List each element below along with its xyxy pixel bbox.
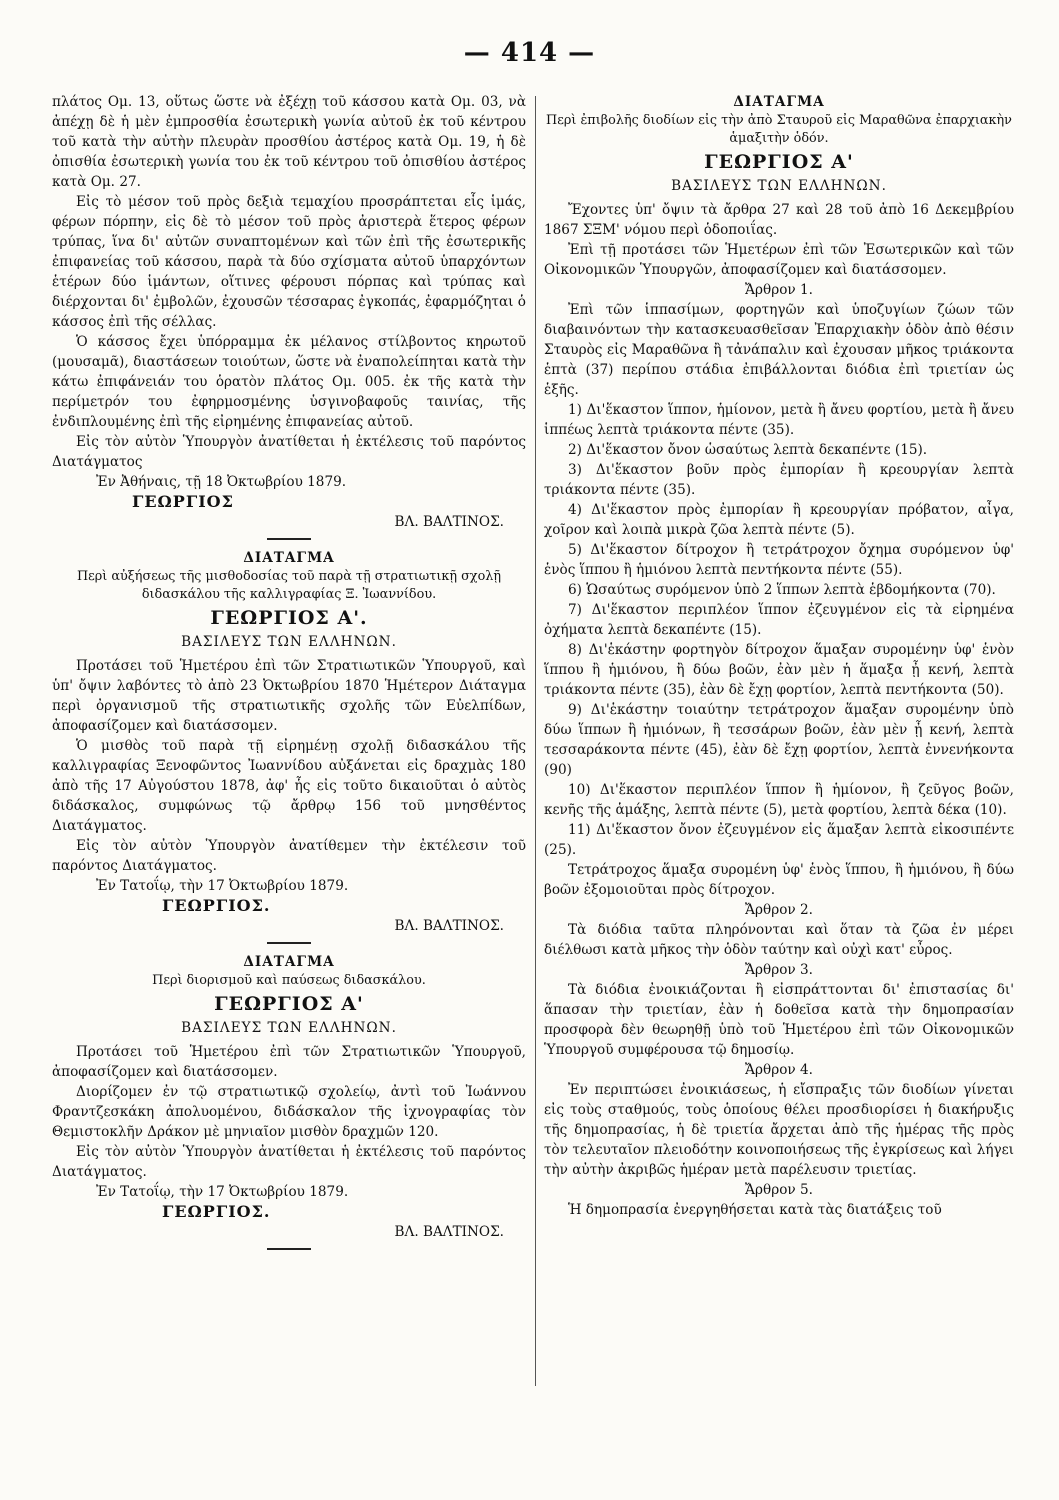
paragraph: Ἐν περιπτώσει ἐνοικιάσεως, ἡ εἴσπραξις τῶν διοδίων γίνεται εἰς τοὺς σταθμούς, τοὺς ὁποίους θέλει προσδιορίσει ἡ διακήρυξις τῆς δημοπρασίας, ἡ δὲ τριετία ἄρχεται ἀπὸ τῆς ἡμέρας τῆς πρὸς τὸν τελευταῖον πλειοδότην κοινοποιήσεως τῆς ἐγκρίσεως καὶ λήγει τὴν αὐτὴν ἀκριβῶς ἡμέραν μετὰ παρέλευσιν τριετίας.: [544, 1082, 1014, 1178]
paragraph: Ὁ κάσσος ἔχει ὑπόρραμμα ἐκ μέλανος στίλβοντος κηρωτοῦ (μουσαμᾶ), διαστάσεων τοιούτων, ὥστε νὰ ἐναπολείπηται κατὰ τὴν κάτω ἐπιφάνειάν του ὁρατὸν πλάτος Ομ. 005. ἐκ τῆς κατὰ τὴν περίμετρόν του ἐφηρμοσμένης ὑσγινοβαφοῦς ταινίας, τῆς ἐνδιπλουμένης ἐπὶ τῆς εἰρημένης ἐπιφανείας αὐτοῦ.: [52, 334, 526, 430]
king-heading: ΓΕΩΡΓΙΟΣ Α'.: [210, 607, 368, 629]
king-heading: ΓΕΩΡΓΙΟΣ Α': [214, 993, 364, 1015]
paragraph: Ἡ δημοπρασία ἐνεργηθήσεται κατὰ τὰς διατάξεις τοῦ: [568, 1202, 942, 1218]
decree-date: Ἐν Ἀθήναις, τῇ 18 Ὀκτωβρίου 1879.: [96, 474, 347, 490]
list-item: 4) Δι'ἕκαστον πρὸς ἐμπορίαν ἢ κρεουργίαν πρόβατον, αἶγα, χοῖρον καὶ λοιπὰ μικρὰ ζῶα λεπτὰ πέντε (5).: [544, 502, 1014, 538]
minister-signature: ΒΛ. ΒΑΛΤΙΝΟΣ.: [394, 514, 504, 530]
list-item: 3) Δι'ἕκαστον βοῦν πρὸς ἐμπορίαν ἢ κρεουργίαν λεπτὰ τριάκοντα πέντε (35).: [544, 462, 1014, 498]
list-item: 6) Ὡσαύτως συρόμενον ὑπὸ 2 ἵππων λεπτὰ ἑβδομήκοντα (70).: [568, 582, 996, 598]
decree-subject: Περὶ διορισμοῦ καὶ παύσεως διδασκάλου.: [152, 973, 426, 988]
minister-signature: ΒΛ. ΒΑΛΤΙΝΟΣ.: [394, 918, 504, 934]
paragraph: Προτάσει τοῦ Ἡμετέρου ἐπὶ τῶν Στρατιωτικῶν Ὑπουργοῦ, καὶ ὑπ' ὄψιν λαβόντες τὸ ἀπὸ 23 Ὀκτωβρίου 1870 Ἡμέτερον Διάταγμα περὶ ὀργανισμοῦ τῆς στρατιωτικῆς σχολῆς τῶν Εὐελπίδων, ἀποφασίζομεν καὶ διατάσσομεν.: [52, 658, 526, 734]
decree-date: Ἐν Τατοΐῳ, τὴν 17 Ὀκτωβρίου 1879.: [96, 1184, 349, 1200]
list-item: 5) Δι'ἕκαστον δίτροχον ἢ τετράτροχον ὄχημα συρόμενον ὑφ' ἑνὸς ἵππου ἢ ἡμιόνου λεπτὰ πεντήκοντα πέντε (55).: [544, 542, 1014, 578]
paragraph: Ἐπὶ τῇ προτάσει τῶν Ἡμετέρων ἐπὶ τῶν Ἐσωτερικῶν καὶ τῶν Οἰκονομικῶν Ὑπουργῶν, ἀποφασίζομεν καὶ διατάσσομεν.: [544, 242, 1014, 278]
column-divider: [535, 96, 536, 1386]
article-heading: Ἄρθρον 1.: [745, 282, 813, 298]
king-signature: ΓΕΩΡΓΙΟΣ.: [162, 896, 271, 915]
decree-title: ΔΙΑΤΑΓΜΑ: [733, 94, 825, 110]
paragraph: Τὰ διόδια ἐνοικιάζονται ἢ εἰσπράττονται δι' ἐπιστασίας δι' ἅπασαν τὴν τριετίαν, ἐὰν ἡ δοθεῖσα κατὰ τὴν δημοπρασίαν προσφορὰ δὲν θεωρηθῇ ὑπὸ τοῦ Ἡμετέρου ἐπὶ τῶν Οἰκονομικῶν Ὑπουργοῦ συμφέρουσα τῷ δημοσίῳ.: [544, 982, 1014, 1058]
list-item: 9) Δι'ἑκάστην τοιαύτην τετράτροχον ἅμαξαν συρομένην ὑπὸ δύω ἵππων ἢ ἡμιόνων, ἢ τεσσάρων βοῶν, ἐὰν μὲν ᾖ κενή, λεπτὰ τεσσαράκοντα πέντε (45), ἐὰν δὲ ἔχῃ φορτίον, λεπτὰ ἐννενήκοντα (90): [544, 702, 1014, 778]
list-item: 7) Δι'ἕκαστον περιπλέον ἵππον ἐζευγμένον εἰς τὰ εἰρημένα ὀχήματα λεπτὰ δεκαπέντε (15).: [544, 602, 1014, 638]
decree-title: ΔΙΑΤΑΓΜΑ: [243, 550, 335, 566]
list-item: 11) Δι'ἕκαστον ὄνον ἐζευγμένον εἰς ἅμαξαν λεπτὰ εἰκοσιπέντε (25).: [544, 822, 1014, 858]
separator-rule: [267, 1248, 311, 1250]
article-heading: Ἄρθρον 3.: [745, 962, 813, 978]
paragraph: Προτάσει τοῦ Ἡμετέρου ἐπὶ τῶν Στρατιωτικῶν Ὑπουργοῦ, ἀποφασίζομεν καὶ διατάσσομεν.: [52, 1044, 526, 1080]
king-heading: ΓΕΩΡΓΙΟΣ Α': [704, 151, 854, 173]
list-item: 10) Δι'ἕκαστον περιπλέον ἵππον ἢ ἡμίονον, ἢ ζεῦγος βοῶν, κενῆς τῆς ἁμάξης, λεπτὰ πέντε (5), μετὰ φορτίου, λεπτὰ δέκα (10).: [544, 782, 1014, 818]
list-item: 1) Δι'ἕκαστον ἵππον, ἡμίονον, μετὰ ἢ ἄνευ φορτίου, μετὰ ἢ ἄνευ ἱππέως λεπτὰ τριάκοντα πέντε (35).: [544, 402, 1014, 438]
king-signature: ΓΕΩΡΓΙΟΣ: [132, 492, 234, 511]
left-column: [52, 92, 526, 1258]
paragraph: Τετράτροχος ἅμαξα συρομένη ὑφ' ἑνὸς ἵππου, ἢ ἡμιόνου, ἢ δύω βοῶν ἐξομοιοῦται πρὸς δίτροχον.: [544, 862, 1014, 898]
paragraph: Εἰς τὸν αὐτὸν Ὑπουργὸν ἀνατίθεται ἡ ἐκτέλεσις τοῦ παρόντος Διατάγματος: [52, 434, 526, 470]
paragraph: Εἰς τὸν αὐτὸν Ὑπουργὸν ἀνατίθεται ἡ ἐκτέλεσις τοῦ παρόντος Διατάγματος.: [52, 1144, 526, 1180]
paragraph: Εἰς τὸ μέσον τοῦ πρὸς δεξιὰ τεμαχίου προσράπτεται εἷς ἱμάς, φέρων πόρπην, εἰς δὲ τὸ μέσον τοῦ πρὸς ἀριστερὰ ἕτερος φέρων τρύπας, ἵνα δι' αὐτῶν συναπτομένων καὶ τῶν ἐπὶ τῆς ἐσωτερικῆς ἐπιφανείας τοῦ κάσσου, παρὰ τὰ δύο σχίσματα αὐτοῦ ὑπαρχόντων ἑτέρων δύο ἱμάντων, οἵτινες φέρουσι πόρπας καὶ τρύπας καὶ διέρχονται δι' ἐμβολῶν, ἐχουσῶν τέσσαρας ἐγκοπάς, ἐφαρμόζηται ὁ κάσσος ἐπὶ τῆς σέλλας.: [52, 194, 526, 330]
article-heading: Ἄρθρον 5.: [745, 1182, 813, 1198]
decree-subject: Περὶ αὐξήσεως τῆς μισθοδοσίας τοῦ παρὰ τῇ στρατιωτικῇ σχολῇ διδασκάλου τῆς καλλιγραφίας Ξ. Ἰωαννίδου.: [76, 569, 502, 602]
paragraph: πλάτος Ομ. 13, οὕτως ὥστε νὰ ἐξέχῃ τοῦ κάσσου κατὰ Ομ. 03, νὰ ἀπέχῃ δὲ ἡ μὲν ἐμπροσθία ἐσωτερικὴ γωνία αὐτοῦ ἐκ τοῦ κέντρου τοῦ κατὰ τὴν αὐτὴν πλευρὰν προσθίου ἀστέρος κατὰ Ομ. 19, ἡ δὲ ὀπισθία ἐσωτερικὴ γωνία του ἐκ τοῦ κέντρου τοῦ ὀπισθίου ἀστέρος κατὰ Ομ. 27.: [52, 94, 526, 190]
paragraph: Τὰ διόδια ταῦτα πληρόνονται καὶ ὅταν τὰ ζῶα ἐν μέρει διέλθωσι κατὰ μῆκος τὴν ὁδὸν ταύτην καὶ οὐχὶ κατ' εὖρος.: [544, 922, 1014, 958]
king-title: ΒΑΣΙΛΕΥΣ ΤΩΝ ΕΛΛΗΝΩΝ.: [181, 1020, 397, 1036]
list-item: 2) Δι'ἕκαστον ὄνον ὡσαύτως λεπτὰ δεκαπέντε (15).: [568, 442, 928, 458]
king-signature: ΓΕΩΡΓΙΟΣ.: [162, 1202, 271, 1221]
decree-date: Ἐν Τατοΐῳ, τὴν 17 Ὀκτωβρίου 1879.: [96, 878, 349, 894]
decree-subject: Περὶ ἐπιβολῆς διοδίων εἰς τὴν ἀπὸ Σταυροῦ εἰς Μαραθῶνα ἐπαρχιακὴν ἁμαξιτὴν ὁδόν.: [546, 113, 1012, 146]
king-title: ΒΑΣΙΛΕΥΣ ΤΩΝ ΕΛΛΗΝΩΝ.: [671, 178, 887, 194]
paragraph: Ὁ μισθὸς τοῦ παρὰ τῇ εἰρημένῃ σχολῇ διδασκάλου τῆς καλλιγραφίας Ξενοφῶντος Ἰωαννίδου αὐξάνεται εἰς δραχμὰς 180 ἀπὸ τῆς 17 Αὐγούστου 1878, ἀφ' ἧς εἰς τοῦτο δικαιοῦται ὁ αὐτὸς διδάσκαλος, συμφώνως τῷ ἄρθρῳ 156 τοῦ μνησθέντος Διατάγματος.: [52, 738, 526, 834]
separator-rule: [267, 538, 311, 540]
separator-rule: [267, 942, 311, 944]
minister-signature: ΒΛ. ΒΑΛΤΙΝΟΣ.: [394, 1224, 504, 1240]
decree-title: ΔΙΑΤΑΓΜΑ: [243, 954, 335, 970]
king-title: ΒΑΣΙΛΕΥΣ ΤΩΝ ΕΛΛΗΝΩΝ.: [181, 634, 397, 650]
page-number: — 414 —: [463, 38, 596, 68]
paragraph: Ἐπὶ τῶν ἱππασίμων, φορτηγῶν καὶ ὑποζυγίων ζώων τῶν διαβαινόντων τὴν κατασκευασθεῖσαν Ἐπαρχιακὴν ὁδὸν ἀπὸ θέσιν Σταυρὸς εἰς Μαραθῶνα ἢ τἀνάπαλιν καὶ ἐχουσαν μῆκος τριάκοντα ἑπτὰ (37) περίπου στάδια ἐπιβάλλονται διόδια ἐπὶ τριετίαν ὡς ἑξῆς.: [544, 302, 1014, 398]
article-heading: Ἄρθρον 2.: [745, 902, 813, 918]
list-item: 8) Δι'ἑκάστην φορτηγὸν δίτροχον ἅμαξαν συρομένην ὑφ' ἑνὸν ἵππου ἢ ἡμιόνου, ἢ δύω βοῶν, ἐὰν μὲν ἡ ἅμαξα ᾖ κενή, λεπτὰ τριάκοντα πέντε (35), ἐὰν δὲ ἔχῃ φορτίον, λεπτὰ πεντήκοντα (50).: [544, 642, 1014, 698]
paragraph: Διορίζομεν ἐν τῷ στρατιωτικῷ σχολείῳ, ἀντὶ τοῦ Ἰωάννου Φραντζεσκάκη ἀπολυομένου, διδάσκαλον τῆς ἰχνογραφίας τὸν Θεμιστοκλῆν Δράκον μὲ μηνιαῖον μισθὸν δραχμῶν 120.: [52, 1084, 526, 1140]
right-column: [544, 92, 1014, 1220]
paragraph: Ἔχοντες ὑπ' ὄψιν τὰ ἄρθρα 27 καὶ 28 τοῦ ἀπὸ 16 Δεκεμβρίου 1867 ΣΞΜ' νόμου περὶ ὁδοποιΐας.: [544, 202, 1014, 238]
paragraph: Εἰς τὸν αὐτὸν Ὑπουργὸν ἀνατίθεμεν τὴν ἐκτέλεσιν τοῦ παρόντος Διατάγματος.: [52, 838, 526, 874]
article-heading: Ἄρθρον 4.: [745, 1062, 813, 1078]
